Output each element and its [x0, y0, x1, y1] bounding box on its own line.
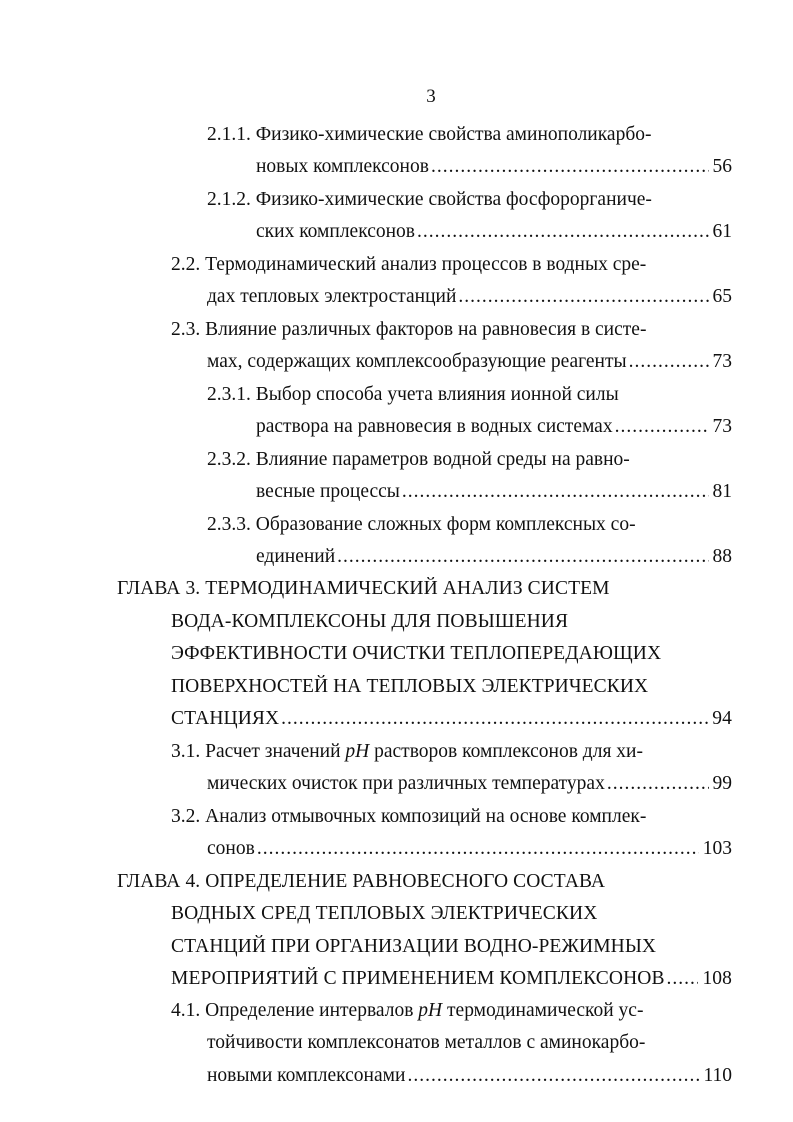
leader-dots	[431, 152, 709, 182]
toc-entry[interactable]	[256, 217, 732, 247]
toc-text: 2.3. Влияние различных факторов на равновесия в систе-	[171, 319, 647, 340]
toc-text: 3.2. Анализ отмывочных композиций на основе комплек-	[171, 806, 647, 827]
toc-text-italic: pH	[345, 741, 370, 762]
leader-dots	[615, 412, 709, 442]
toc-line	[171, 802, 646, 832]
chapter-heading	[117, 867, 605, 897]
toc-text: 2.2. Термодинамический анализ процессов в водных сре-	[171, 254, 647, 275]
toc-text: 3.1. Расчет значений	[171, 741, 346, 762]
leader-dots	[402, 477, 709, 507]
leader-dots	[281, 704, 708, 734]
toc-text: 2.1.2. Физико-химические свойства фосфорорганиче-	[207, 189, 652, 210]
toc-line	[207, 120, 652, 150]
toc-text: 2.3.2. Влияние параметров водной среды на равно-	[207, 449, 630, 470]
toc-page-number: 99	[712, 773, 732, 794]
toc-line	[171, 315, 646, 345]
chapter-heading	[171, 639, 661, 669]
toc-line	[207, 1028, 645, 1058]
toc-entry[interactable]	[207, 282, 732, 312]
toc-text: мических очисток при различных температурах	[207, 773, 605, 794]
toc-text: весные процессы	[256, 481, 400, 502]
toc-text: 2.1.1. Физико-химические свойства аминополикарбо-	[207, 124, 652, 145]
toc-entry[interactable]	[256, 542, 732, 572]
toc-text: МЕРОПРИЯТИЙ С ПРИМЕНЕНИЕМ КОМПЛЕКСОНОВ	[171, 968, 665, 989]
toc-text: раствора на равновесия в водных системах	[256, 416, 613, 437]
leader-dots	[629, 347, 709, 377]
toc-entry[interactable]	[207, 347, 732, 377]
toc-text: новых комплексонов	[256, 156, 429, 177]
toc-text: растворов комплексонов для хи-	[369, 741, 643, 762]
leader-dots	[407, 1061, 699, 1091]
toc-page-number: 81	[712, 481, 732, 502]
toc-page-number: 103	[702, 838, 732, 859]
toc-text: сонов	[207, 838, 255, 859]
toc-entry[interactable]	[171, 704, 732, 734]
toc-text: единений	[256, 546, 336, 567]
toc-text: ВОДА-КОМПЛЕКСОНЫ ДЛЯ ПОВЫШЕНИЯ	[171, 611, 569, 632]
leader-dots	[458, 282, 708, 312]
toc-line	[171, 996, 643, 1026]
toc-entry[interactable]	[171, 964, 732, 994]
toc-entry[interactable]	[207, 1061, 732, 1091]
toc-line	[207, 510, 636, 540]
leader-dots	[667, 964, 699, 994]
toc-line	[171, 250, 646, 280]
toc-text: ГЛАВА 4. ОПРЕДЕЛЕНИЕ РАВНОВЕСНОГО СОСТАВА	[117, 871, 606, 892]
toc-page-number: 61	[712, 221, 732, 242]
toc-page-number: 108	[702, 968, 732, 989]
toc-entry[interactable]	[256, 152, 732, 182]
toc-line	[207, 445, 630, 475]
toc-text: новыми комплексонами	[207, 1065, 406, 1086]
toc-text: СТАНЦИЙ ПРИ ОРГАНИЗАЦИИ ВОДНО-РЕЖИМНЫХ	[171, 936, 657, 957]
toc-text: ГЛАВА 3. ТЕРМОДИНАМИЧЕСКИЙ АНАЛИЗ СИСТЕМ	[117, 578, 610, 599]
toc-text: дах тепловых электростанций	[207, 286, 457, 307]
toc-text: тойчивости комплексонатов металлов с аминокарбо-	[207, 1032, 646, 1053]
toc-line	[207, 380, 619, 410]
toc-page-number: 94	[712, 708, 732, 729]
chapter-heading	[171, 607, 568, 637]
toc-text: СТАНЦИЯХ	[171, 708, 280, 729]
toc-line	[207, 185, 652, 215]
page-number: 3	[426, 86, 436, 107]
toc-text: 4.1. Определение интервалов	[171, 1000, 419, 1021]
leader-dots	[417, 217, 709, 247]
toc-text: 2.3.1. Выбор способа учета влияния ионной силы	[207, 384, 619, 405]
toc-text: мах, содержащих комплексообразующие реагенты	[207, 351, 627, 372]
toc-entry[interactable]	[256, 412, 732, 442]
toc-entry[interactable]	[207, 769, 732, 799]
leader-dots	[337, 542, 708, 572]
toc-page-number: 65	[712, 286, 732, 307]
toc-page-number: 110	[703, 1065, 732, 1086]
toc-page-number: 88	[712, 546, 732, 567]
toc-text: ЭФФЕКТИВНОСТИ ОЧИСТКИ ТЕПЛОПЕРЕДАЮЩИХ	[171, 643, 662, 664]
chapter-heading	[171, 899, 597, 929]
toc-page-number: 73	[712, 351, 732, 372]
toc-text: ВОДНЫХ СРЕД ТЕПЛОВЫХ ЭЛЕКТРИЧЕСКИХ	[171, 903, 598, 924]
chapter-heading	[171, 672, 648, 702]
leader-dots	[257, 834, 699, 864]
toc-page-number: 56	[712, 156, 732, 177]
toc-text: 2.3.3. Образование сложных форм комплексных со-	[207, 514, 636, 535]
toc-line	[171, 737, 643, 767]
leader-dots	[607, 769, 709, 799]
toc-text-italic: pH	[418, 1000, 443, 1021]
toc-entry[interactable]	[256, 477, 732, 507]
toc-text: ПОВЕРХНОСТЕЙ НА ТЕПЛОВЫХ ЭЛЕКТРИЧЕСКИХ	[171, 676, 649, 697]
toc-entry[interactable]	[207, 834, 732, 864]
toc-page-number: 73	[712, 416, 732, 437]
toc-text: термодинамической ус-	[442, 1000, 644, 1021]
chapter-heading	[171, 932, 656, 962]
chapter-heading	[117, 574, 610, 604]
toc-text: ских комплексонов	[256, 221, 415, 242]
